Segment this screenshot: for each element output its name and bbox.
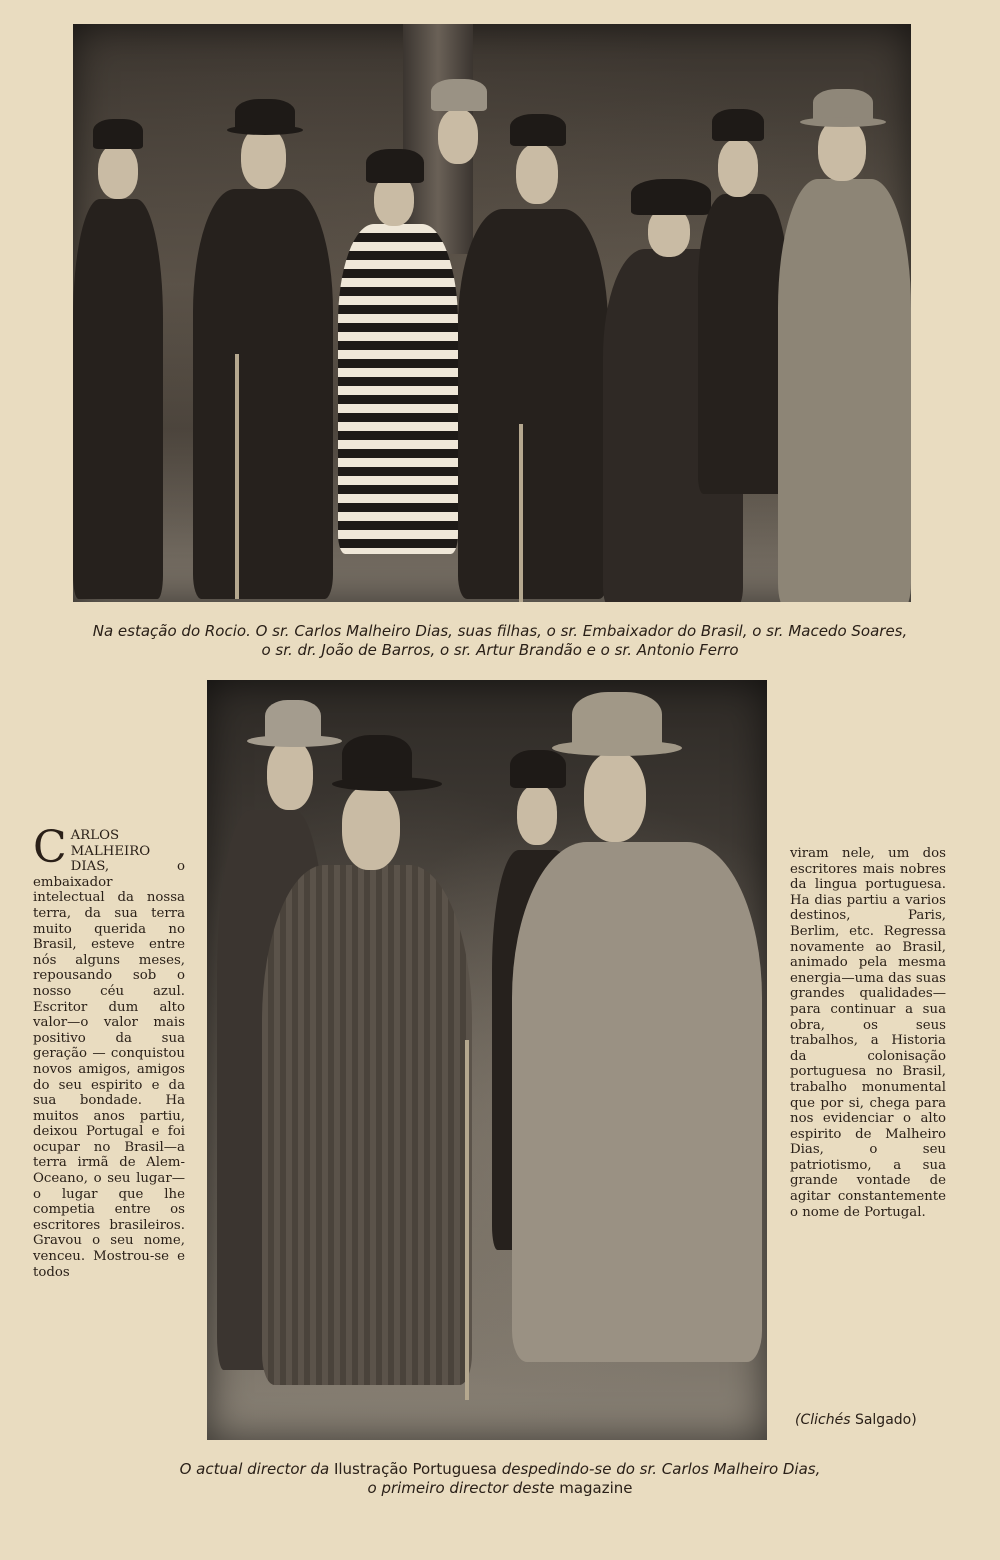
caption-text: despedindo-se do sr. Carlos Malheiro Dias, <box>497 1460 821 1478</box>
caption-text: magazine <box>559 1479 633 1497</box>
farewell-photo <box>207 680 767 1440</box>
magazine-title: Ilustração Portuguesa <box>333 1460 497 1478</box>
drop-cap: C <box>33 822 67 873</box>
credits-photographer: Salgado) <box>854 1412 917 1428</box>
station-group-photo <box>73 24 911 602</box>
top-photo-caption <box>0 622 1000 660</box>
caption-text: O actual director da <box>179 1460 334 1478</box>
photo-credits <box>795 1412 917 1428</box>
caption-line <box>0 1460 1000 1479</box>
credits-label: (Clichés <box>795 1412 855 1428</box>
article-text: ARLOS MALHEIRO DIAS, o embaixador intelectual da nossa terra, da sua terra muito querida no Brasil, esteve entre nós alguns meses, repousando sob o nosso céu azul. Escritor dum alto valor—o valor mais positivo da sua geração — conquistou novos amigos, amigos do seu espirito e da sua bondade. Ha muitos anos partiu, deixou Portugal e foi ocupar no Brasil—a terra irmã de Alem-Oceano, o seu lugar—o lugar que lhe competia entre os escritores brasileiros. Gravou o seu nome, venceu. Mostrou-se e todos <box>33 828 185 1280</box>
article-right-column: viram nele, um dos escritores mais nobres da lingua portuguesa. Ha dias partiu a varios destinos, Paris, Berlim, etc. Regressa novamente ao Brasil, animado pela mesma energia—uma das suas grandes qualidades—para continuar a sua obra, os seus trabalhos, a Historia da colonisação portuguesa no Brasil, trabalho monumental que por si, chega para nos evidenciar o alto espirito de Malheiro Dias, o seu patriotismo, a sua grande vontade de agitar constantemente o nome de Portugal. <box>790 846 946 1220</box>
caption-line: o sr. dr. João de Barros, o sr. Artur Brandão e o sr. Antonio Ferro <box>261 641 739 659</box>
walking-cane <box>465 1040 469 1400</box>
article-left-column <box>33 822 185 1280</box>
walking-cane <box>235 354 239 599</box>
walking-cane <box>519 424 523 602</box>
caption-line: Na estação do Rocio. O sr. Carlos Malheiro Dias, suas filhas, o sr. Embaixador do Brasil, o sr. Macedo Soares, <box>92 622 908 640</box>
bottom-photo-caption <box>0 1460 1000 1498</box>
caption-text: o primeiro director deste <box>367 1479 560 1497</box>
caption-line <box>0 1479 1000 1498</box>
